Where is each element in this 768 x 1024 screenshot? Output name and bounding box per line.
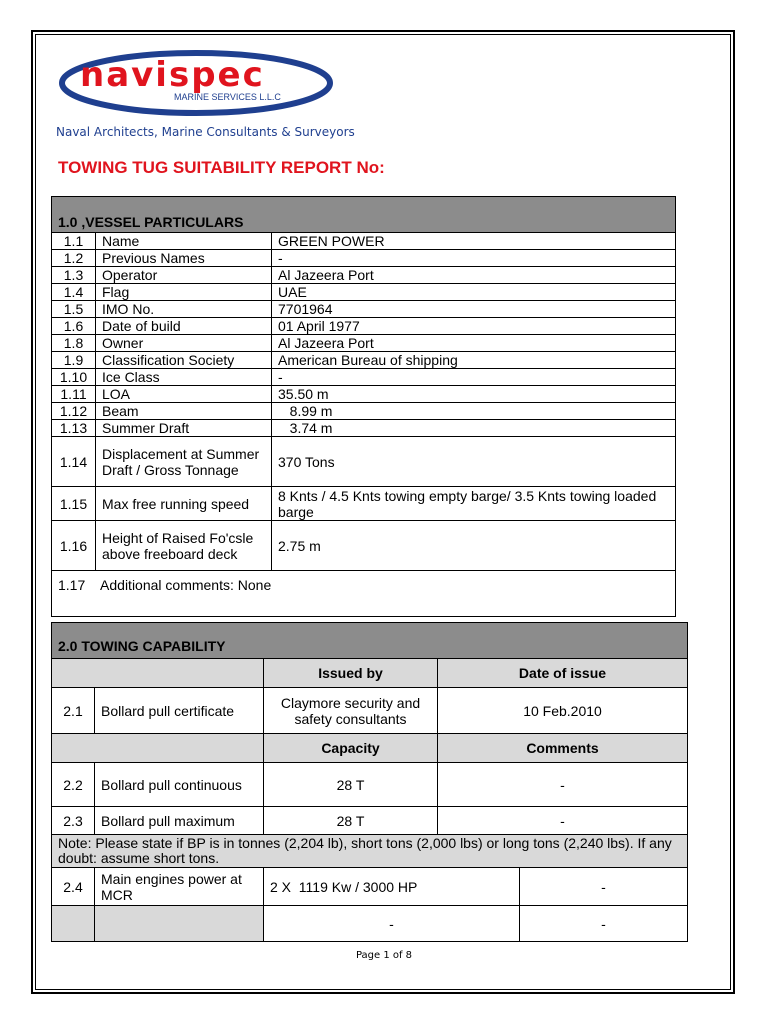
issued-by-value: Claymore security and safety consultants: [264, 688, 438, 734]
row-value: 2.75 m: [272, 521, 676, 571]
vessel-row: [52, 284, 676, 301]
towing-row: [52, 868, 688, 906]
row-number: 1.2: [52, 250, 96, 267]
row-value: GREEN POWER: [272, 233, 676, 250]
row-number: 1.6: [52, 318, 96, 335]
row-value: 7701964: [272, 301, 676, 318]
row-label: Bollard pull certificate: [95, 688, 264, 734]
vessel-row: [52, 521, 676, 571]
row-label: Summer Draft: [96, 420, 272, 437]
blank-cell: [52, 659, 264, 688]
towing-row: [52, 807, 688, 835]
additional-comments: 1.17 Additional comments: None: [52, 571, 676, 617]
row-number: 1.9: [52, 352, 96, 369]
bollard-pull-note: Note: Please state if BP is in tonnes (2,204 lb), short tons (2,000 lbs) or long tons (2,240 lbs). If any doubt: assume short tons.: [52, 835, 688, 868]
row-value: Al Jazeera Port: [272, 335, 676, 352]
row-value: 370 Tons: [272, 437, 676, 487]
vessel-row: [52, 335, 676, 352]
comments-value: -: [438, 807, 688, 835]
row-number: 1.14: [52, 437, 96, 487]
comments-value: -: [520, 868, 688, 906]
row-label: Previous Names: [96, 250, 272, 267]
capacity-header-row: [52, 734, 688, 763]
logo-subtext: MARINE SERVICES L.L.C: [174, 92, 281, 102]
date-of-issue-header: Date of issue: [438, 659, 688, 688]
row-label: Owner: [96, 335, 272, 352]
row-number: 2.4: [52, 868, 95, 906]
row-label: Main engines power at MCR: [95, 868, 264, 906]
row-label: Max free running speed: [96, 487, 272, 521]
vessel-row: [52, 487, 676, 521]
towing-row: [52, 763, 688, 807]
comments-row: [52, 571, 676, 617]
row-number: 1.10: [52, 369, 96, 386]
issued-by-header: Issued by: [264, 659, 438, 688]
row-label: Classification Society: [96, 352, 272, 369]
row-label: Flag: [96, 284, 272, 301]
vessel-heading: 1.0 ,VESSEL PARTICULARS: [52, 197, 676, 233]
capacity-value: 28 T: [264, 763, 438, 807]
row-label: Operator: [96, 267, 272, 284]
vessel-header-row: [52, 197, 676, 233]
engine-power-value: 2 X 1119 Kw / 3000 HP: [264, 868, 520, 906]
vessel-row: [52, 386, 676, 403]
issued-header-row: [52, 659, 688, 688]
company-tagline: Naval Architects, Marine Consultants & Surveyors: [56, 125, 355, 139]
row-number: 2.1: [52, 688, 95, 734]
towing-row: [52, 688, 688, 734]
vessel-row: [52, 403, 676, 420]
value-cell: -: [264, 906, 520, 942]
row-value: 3.74 m: [272, 420, 676, 437]
row-value: 8 Knts / 4.5 Knts towing empty barge/ 3.5 Knts towing loaded barge: [272, 487, 676, 521]
row-number: 1.16: [52, 521, 96, 571]
blank-cell: [52, 906, 95, 942]
row-number: 1.15: [52, 487, 96, 521]
row-label: Beam: [96, 403, 272, 420]
towing-heading: 2.0 TOWING CAPABILITY: [52, 623, 688, 659]
vessel-row: [52, 318, 676, 335]
capacity-value: 28 T: [264, 807, 438, 835]
row-value: American Bureau of shipping: [272, 352, 676, 369]
date-of-issue-value: 10 Feb.2010: [438, 688, 688, 734]
row-label: Height of Raised Fo'csle above freeboard deck: [96, 521, 272, 571]
comments-header: Comments: [438, 734, 688, 763]
row-value: 8.99 m: [272, 403, 676, 420]
row-value: 35.50 m: [272, 386, 676, 403]
report-title: TOWING TUG SUITABILITY REPORT No:: [58, 158, 385, 177]
vessel-row: [52, 369, 676, 386]
vessel-row: [52, 352, 676, 369]
row-number: 1.5: [52, 301, 96, 318]
row-label: IMO No.: [96, 301, 272, 318]
row-number: 1.4: [52, 284, 96, 301]
row-value: -: [272, 369, 676, 386]
row-label: Name: [96, 233, 272, 250]
row-label: Date of build: [96, 318, 272, 335]
row-value: 01 April 1977: [272, 318, 676, 335]
vessel-row: [52, 420, 676, 437]
row-number: 1.8: [52, 335, 96, 352]
row-label: Ice Class: [96, 369, 272, 386]
vessel-row: [52, 250, 676, 267]
row-label: Displacement at Summer Draft / Gross Tonnage: [96, 437, 272, 487]
row-label: Bollard pull continuous: [95, 763, 264, 807]
capacity-header: Capacity: [264, 734, 438, 763]
vessel-row: [52, 233, 676, 250]
company-logo: [56, 48, 336, 118]
towing-header-row: [52, 623, 688, 659]
note-row: [52, 835, 688, 868]
row-label: LOA: [96, 386, 272, 403]
row-number: 1.1: [52, 233, 96, 250]
comments-value: -: [520, 906, 688, 942]
row-value: -: [272, 250, 676, 267]
blank-cell: [95, 906, 264, 942]
towing-row: [52, 906, 688, 942]
row-number: 1.11: [52, 386, 96, 403]
comments-value: -: [438, 763, 688, 807]
vessel-row: [52, 267, 676, 284]
row-number: 1.13: [52, 420, 96, 437]
row-label: Bollard pull maximum: [95, 807, 264, 835]
towing-capability-table: [51, 622, 688, 942]
row-number: 2.2: [52, 763, 95, 807]
vessel-row: [52, 437, 676, 487]
vessel-particulars-table: [51, 196, 676, 617]
row-number: 2.3: [52, 807, 95, 835]
row-number: 1.3: [52, 267, 96, 284]
vessel-row: [52, 301, 676, 318]
logo-text: navispec: [80, 55, 265, 95]
row-number: 1.12: [52, 403, 96, 420]
row-value: UAE: [272, 284, 676, 301]
row-value: Al Jazeera Port: [272, 267, 676, 284]
page-number: Page 1 of 8: [355, 950, 413, 961]
blank-cell: [52, 734, 264, 763]
